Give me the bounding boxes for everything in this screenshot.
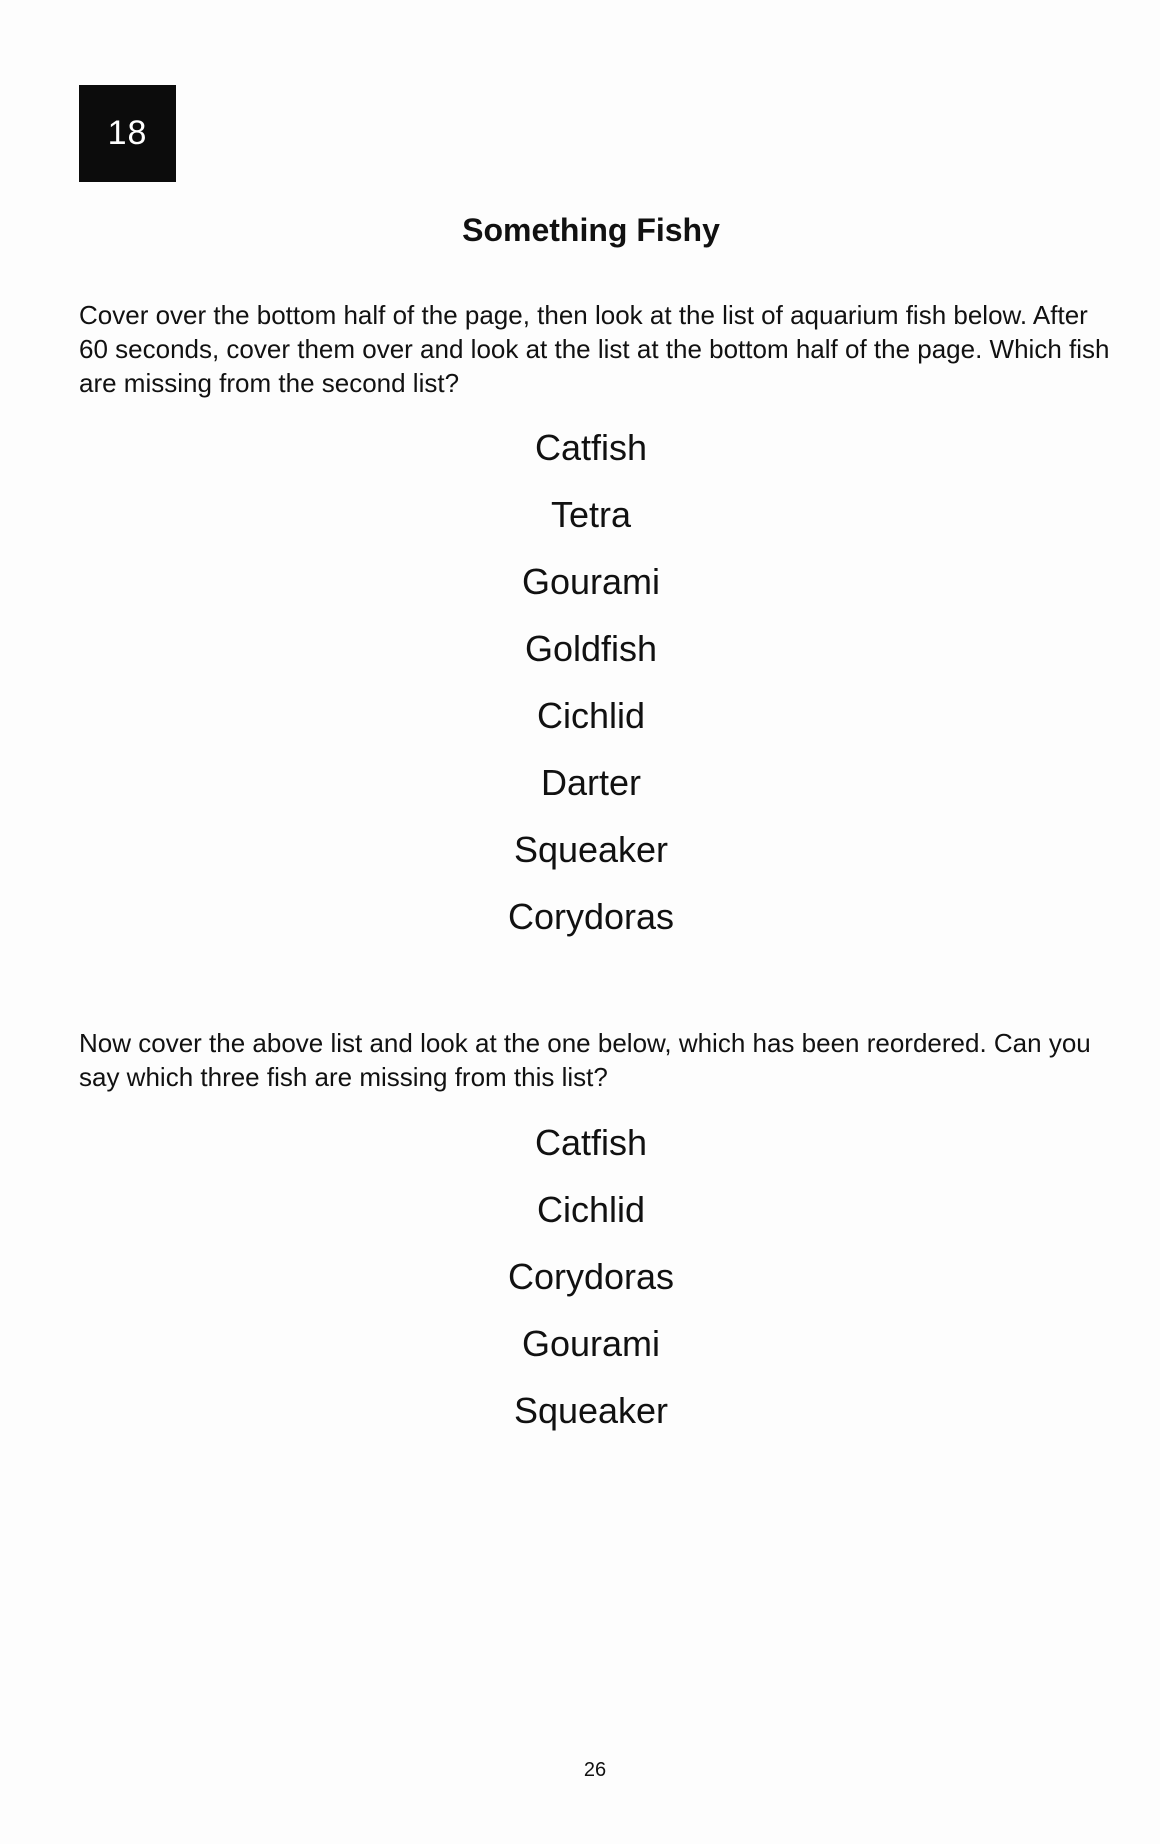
list-item: Catfish — [534, 1122, 648, 1163]
list-item: Darter — [540, 762, 642, 803]
list-item: Tetra — [550, 494, 632, 535]
list-item: Goldfish — [524, 628, 658, 669]
list-item: Cichlid — [536, 1189, 646, 1230]
list-item: Gourami — [521, 561, 661, 602]
puzzle-title: Something Fishy — [462, 212, 720, 248]
list-item: Cichlid — [536, 695, 646, 736]
second-fish-list — [0, 1109, 1160, 1444]
puzzle-number-badge: 18 — [79, 85, 176, 182]
list-item: Corydoras — [507, 896, 675, 937]
list-item: Corydoras — [507, 1256, 675, 1297]
list-item: Gourami — [521, 1323, 661, 1364]
list-item: Squeaker — [513, 1390, 669, 1431]
first-fish-list — [0, 414, 1160, 950]
list-item: Squeaker — [513, 829, 669, 870]
page-number: 26 — [583, 1759, 607, 1781]
instruction-paragraph: Now cover the above list and look at the one below, which has been reordered. Can you say which three fish are missing from this list? — [79, 1028, 1091, 1092]
list-item: Catfish — [534, 427, 648, 468]
intro-paragraph: Cover over the bottom half of the page, then look at the list of aquarium fish below. After 60 seconds, cover them over and look at the list at the bottom half of the page. Which fish are missing from the second list? — [79, 300, 1110, 398]
